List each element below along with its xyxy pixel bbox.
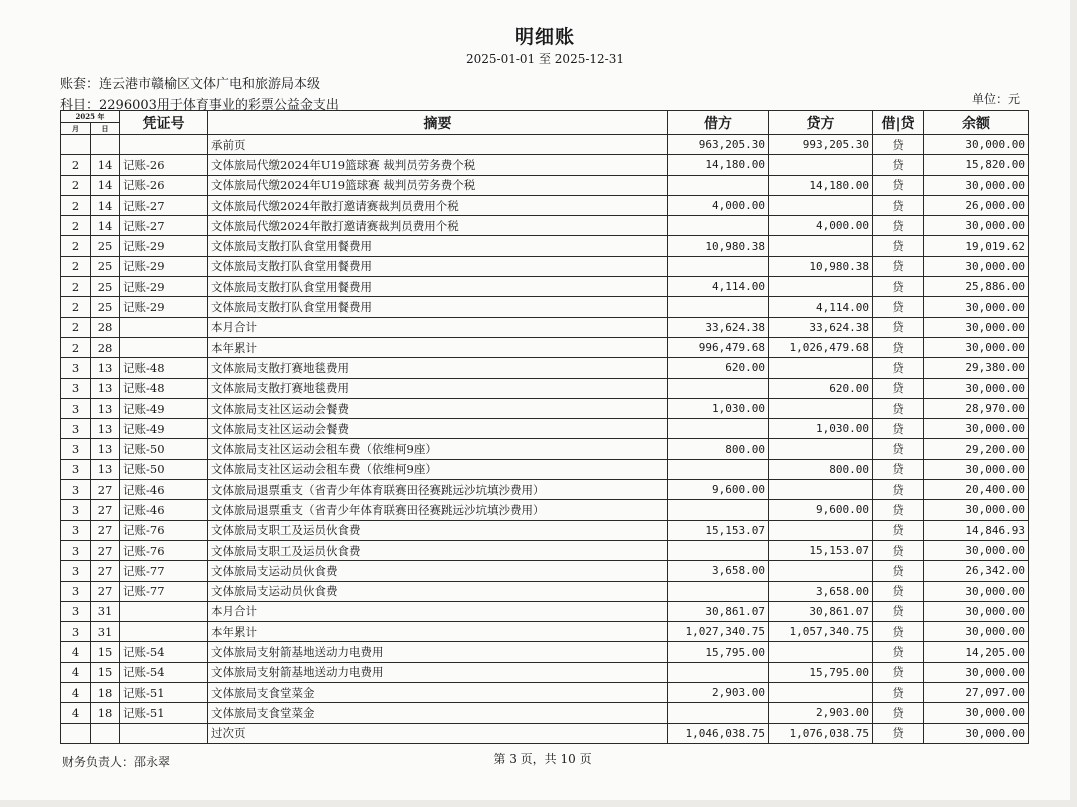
month-cell bbox=[61, 723, 91, 743]
debit-cell bbox=[668, 540, 769, 560]
month-header: 月 bbox=[61, 123, 91, 135]
voucher-cell bbox=[120, 723, 208, 743]
credit-cell bbox=[769, 236, 873, 256]
table-row bbox=[61, 683, 1029, 703]
balance-cell: 29,200.00 bbox=[924, 439, 1029, 459]
voucher-cell: 记账-49 bbox=[120, 419, 208, 439]
voucher-cell bbox=[120, 317, 208, 337]
debit-cell: 9,600.00 bbox=[668, 480, 769, 500]
day-cell: 25 bbox=[91, 297, 120, 317]
debit-cell bbox=[668, 297, 769, 317]
table-row bbox=[61, 398, 1029, 418]
direction-cell: 贷 bbox=[873, 703, 924, 723]
direction-cell: 贷 bbox=[873, 500, 924, 520]
direction-cell: 贷 bbox=[873, 398, 924, 418]
direction-cell: 贷 bbox=[873, 135, 924, 155]
direction-cell: 贷 bbox=[873, 642, 924, 662]
table-row bbox=[61, 480, 1029, 500]
balance-cell: 30,000.00 bbox=[924, 622, 1029, 642]
voucher-cell: 记账-76 bbox=[120, 540, 208, 560]
table-row bbox=[61, 256, 1029, 276]
credit-cell: 10,980.38 bbox=[769, 256, 873, 276]
voucher-cell: 记账-76 bbox=[120, 520, 208, 540]
balance-cell: 30,000.00 bbox=[924, 662, 1029, 682]
debit-cell: 15,795.00 bbox=[668, 642, 769, 662]
balance-cell: 19,019.62 bbox=[924, 236, 1029, 256]
month-cell: 2 bbox=[61, 297, 91, 317]
credit-cell: 620.00 bbox=[769, 378, 873, 398]
summary-cell: 文体旅局支射箭基地送动力电费用 bbox=[208, 642, 668, 662]
month-cell: 4 bbox=[61, 683, 91, 703]
voucher-cell: 记账-51 bbox=[120, 703, 208, 723]
balance-header: 余额 bbox=[924, 111, 1029, 135]
page-number: 第 3 页，共 10 页 bbox=[493, 752, 592, 766]
summary-cell: 文体旅局退票重支（省青少年体育联赛田径赛跳远沙坑填沙费用） bbox=[208, 480, 668, 500]
table-row bbox=[61, 337, 1029, 357]
table-row bbox=[61, 135, 1029, 155]
summary-cell: 文体旅局支射箭基地送动力电费用 bbox=[208, 662, 668, 682]
credit-cell: 9,600.00 bbox=[769, 500, 873, 520]
table-row bbox=[61, 439, 1029, 459]
voucher-cell: 记账-46 bbox=[120, 480, 208, 500]
day-header: 日 bbox=[91, 123, 120, 135]
day-cell: 14 bbox=[91, 175, 120, 195]
summary-cell: 文体旅局支运动员伙食费 bbox=[208, 581, 668, 601]
day-cell: 13 bbox=[91, 459, 120, 479]
credit-cell bbox=[769, 439, 873, 459]
balance-cell: 30,000.00 bbox=[924, 256, 1029, 276]
table-row bbox=[61, 642, 1029, 662]
balance-cell: 28,970.00 bbox=[924, 398, 1029, 418]
credit-cell bbox=[769, 642, 873, 662]
table-row bbox=[61, 622, 1029, 642]
debit-cell: 963,205.30 bbox=[668, 135, 769, 155]
credit-cell: 1,057,340.75 bbox=[769, 622, 873, 642]
voucher-cell: 记账-50 bbox=[120, 439, 208, 459]
month-cell: 2 bbox=[61, 317, 91, 337]
debit-cell: 10,980.38 bbox=[668, 236, 769, 256]
ledger-body bbox=[61, 135, 1029, 744]
summary-cell: 文体旅局代缴2024年U19篮球赛 裁判员劳务费个税 bbox=[208, 175, 668, 195]
month-cell: 3 bbox=[61, 581, 91, 601]
direction-cell: 贷 bbox=[873, 277, 924, 297]
month-cell: 3 bbox=[61, 520, 91, 540]
summary-header: 摘要 bbox=[208, 111, 668, 135]
voucher-cell: 记账-29 bbox=[120, 236, 208, 256]
debit-cell bbox=[668, 500, 769, 520]
table-row bbox=[61, 195, 1029, 215]
balance-cell: 30,000.00 bbox=[924, 378, 1029, 398]
ledger-table bbox=[60, 110, 1029, 744]
summary-cell: 文体旅局支运动员伙食费 bbox=[208, 561, 668, 581]
direction-cell: 贷 bbox=[873, 337, 924, 357]
balance-cell: 30,000.00 bbox=[924, 500, 1029, 520]
credit-cell bbox=[769, 195, 873, 215]
day-cell: 27 bbox=[91, 500, 120, 520]
credit-cell bbox=[769, 561, 873, 581]
voucher-cell bbox=[120, 337, 208, 357]
voucher-cell: 记账-46 bbox=[120, 500, 208, 520]
direction-cell: 贷 bbox=[873, 581, 924, 601]
debit-cell bbox=[668, 378, 769, 398]
month-cell: 2 bbox=[61, 175, 91, 195]
day-cell bbox=[91, 723, 120, 743]
direction-cell: 贷 bbox=[873, 378, 924, 398]
credit-cell: 1,026,479.68 bbox=[769, 337, 873, 357]
balance-cell: 26,000.00 bbox=[924, 195, 1029, 215]
balance-cell: 30,000.00 bbox=[924, 601, 1029, 621]
voucher-cell: 记账-54 bbox=[120, 662, 208, 682]
month-cell: 2 bbox=[61, 236, 91, 256]
debit-cell bbox=[668, 175, 769, 195]
day-cell bbox=[91, 135, 120, 155]
balance-cell: 29,380.00 bbox=[924, 358, 1029, 378]
voucher-cell bbox=[120, 622, 208, 642]
direction-cell: 贷 bbox=[873, 561, 924, 581]
day-cell: 13 bbox=[91, 358, 120, 378]
balance-cell: 30,000.00 bbox=[924, 317, 1029, 337]
voucher-cell: 记账-26 bbox=[120, 175, 208, 195]
summary-cell: 文体旅局支食堂菜金 bbox=[208, 683, 668, 703]
table-row bbox=[61, 561, 1029, 581]
balance-cell: 20,400.00 bbox=[924, 480, 1029, 500]
direction-cell: 贷 bbox=[873, 216, 924, 236]
month-cell: 3 bbox=[61, 540, 91, 560]
balance-cell: 30,000.00 bbox=[924, 216, 1029, 236]
direction-cell: 贷 bbox=[873, 195, 924, 215]
direction-cell: 贷 bbox=[873, 155, 924, 175]
debit-cell: 620.00 bbox=[668, 358, 769, 378]
table-row bbox=[61, 459, 1029, 479]
credit-cell: 993,205.30 bbox=[769, 135, 873, 155]
month-cell: 2 bbox=[61, 256, 91, 276]
debit-cell: 1,030.00 bbox=[668, 398, 769, 418]
debit-cell: 33,624.38 bbox=[668, 317, 769, 337]
table-row bbox=[61, 520, 1029, 540]
day-cell: 27 bbox=[91, 480, 120, 500]
summary-cell: 文体旅局支职工及运员伙食费 bbox=[208, 520, 668, 540]
month-cell: 3 bbox=[61, 419, 91, 439]
debit-cell: 4,000.00 bbox=[668, 195, 769, 215]
voucher-cell: 记账-50 bbox=[120, 459, 208, 479]
voucher-cell: 记账-77 bbox=[120, 581, 208, 601]
balance-cell: 15,820.00 bbox=[924, 155, 1029, 175]
voucher-cell: 记账-77 bbox=[120, 561, 208, 581]
day-cell: 27 bbox=[91, 561, 120, 581]
summary-cell: 文体旅局支社区运动会租车费（依维柯9座） bbox=[208, 459, 668, 479]
summary-cell: 文体旅局支散打队食堂用餐费用 bbox=[208, 236, 668, 256]
day-cell: 27 bbox=[91, 540, 120, 560]
page-title: 明细账 bbox=[514, 26, 575, 48]
month-cell: 3 bbox=[61, 561, 91, 581]
voucher-cell: 记账-48 bbox=[120, 378, 208, 398]
direction-cell: 贷 bbox=[873, 175, 924, 195]
balance-cell: 27,097.00 bbox=[924, 683, 1029, 703]
summary-cell: 文体旅局支散打赛地毯费用 bbox=[208, 378, 668, 398]
debit-header: 借方 bbox=[668, 111, 769, 135]
credit-header: 贷方 bbox=[769, 111, 873, 135]
summary-cell: 本月合计 bbox=[208, 317, 668, 337]
credit-cell: 15,795.00 bbox=[769, 662, 873, 682]
credit-cell: 14,180.00 bbox=[769, 175, 873, 195]
balance-cell: 30,000.00 bbox=[924, 135, 1029, 155]
voucher-header: 凭证号 bbox=[120, 111, 208, 135]
voucher-cell: 记账-27 bbox=[120, 216, 208, 236]
day-cell: 27 bbox=[91, 520, 120, 540]
summary-cell: 文体旅局支社区运动会租车费（依维柯9座） bbox=[208, 439, 668, 459]
debit-cell: 30,861.07 bbox=[668, 601, 769, 621]
direction-cell: 贷 bbox=[873, 419, 924, 439]
debit-cell: 1,027,340.75 bbox=[668, 622, 769, 642]
credit-cell bbox=[769, 358, 873, 378]
month-cell: 3 bbox=[61, 378, 91, 398]
direction-cell: 贷 bbox=[873, 520, 924, 540]
month-cell: 2 bbox=[61, 155, 91, 175]
month-cell bbox=[61, 135, 91, 155]
table-row bbox=[61, 378, 1029, 398]
direction-cell: 贷 bbox=[873, 459, 924, 479]
voucher-cell bbox=[120, 601, 208, 621]
month-cell: 2 bbox=[61, 277, 91, 297]
summary-cell: 文体旅局支散打队食堂用餐费用 bbox=[208, 277, 668, 297]
direction-cell: 贷 bbox=[873, 601, 924, 621]
direction-cell: 贷 bbox=[873, 297, 924, 317]
table-row bbox=[61, 175, 1029, 195]
voucher-cell: 记账-49 bbox=[120, 398, 208, 418]
debit-cell: 4,114.00 bbox=[668, 277, 769, 297]
summary-cell: 文体旅局支食堂菜金 bbox=[208, 703, 668, 723]
balance-cell: 30,000.00 bbox=[924, 337, 1029, 357]
summary-cell: 文体旅局支职工及运员伙食费 bbox=[208, 540, 668, 560]
credit-cell bbox=[769, 520, 873, 540]
day-cell: 18 bbox=[91, 683, 120, 703]
month-cell: 3 bbox=[61, 459, 91, 479]
day-cell: 31 bbox=[91, 622, 120, 642]
debit-cell bbox=[668, 581, 769, 601]
month-cell: 2 bbox=[61, 195, 91, 215]
currency-unit: 单位：元 bbox=[971, 92, 1020, 106]
direction-cell: 贷 bbox=[873, 683, 924, 703]
day-cell: 25 bbox=[91, 256, 120, 276]
voucher-cell: 记账-48 bbox=[120, 358, 208, 378]
direction-cell: 贷 bbox=[873, 622, 924, 642]
month-cell: 2 bbox=[61, 337, 91, 357]
debit-cell: 996,479.68 bbox=[668, 337, 769, 357]
credit-cell: 3,658.00 bbox=[769, 581, 873, 601]
day-cell: 14 bbox=[91, 155, 120, 175]
voucher-cell: 记账-27 bbox=[120, 195, 208, 215]
summary-cell: 本月合计 bbox=[208, 601, 668, 621]
table-row bbox=[61, 723, 1029, 743]
debit-cell: 800.00 bbox=[668, 439, 769, 459]
balance-cell: 30,000.00 bbox=[924, 703, 1029, 723]
balance-cell: 30,000.00 bbox=[924, 723, 1029, 743]
summary-cell: 文体旅局代缴2024年散打邀请赛裁判员费用个税 bbox=[208, 216, 668, 236]
month-cell: 3 bbox=[61, 601, 91, 621]
credit-cell: 30,861.07 bbox=[769, 601, 873, 621]
credit-cell: 15,153.07 bbox=[769, 540, 873, 560]
direction-cell: 贷 bbox=[873, 662, 924, 682]
table-row bbox=[61, 358, 1029, 378]
month-cell: 3 bbox=[61, 358, 91, 378]
summary-cell: 文体旅局代缴2024年U19篮球赛 裁判员劳务费个税 bbox=[208, 155, 668, 175]
direction-cell: 贷 bbox=[873, 439, 924, 459]
summary-cell: 过次页 bbox=[208, 723, 668, 743]
debit-cell bbox=[668, 216, 769, 236]
table-row bbox=[61, 277, 1029, 297]
day-cell: 15 bbox=[91, 662, 120, 682]
year-header: 2025 年 bbox=[61, 111, 120, 123]
account-set: 账套：连云港市赣榆区文体广电和旅游局本级 bbox=[60, 77, 321, 92]
account-subject: 科目：2296003用于体育事业的彩票公益金支出 bbox=[60, 98, 339, 113]
balance-cell: 30,000.00 bbox=[924, 419, 1029, 439]
voucher-cell: 记账-51 bbox=[120, 683, 208, 703]
day-cell: 27 bbox=[91, 581, 120, 601]
period-range: 2025-01-01 至 2025-12-31 bbox=[465, 52, 624, 66]
credit-cell: 1,030.00 bbox=[769, 419, 873, 439]
balance-cell: 25,886.00 bbox=[924, 277, 1029, 297]
month-cell: 3 bbox=[61, 500, 91, 520]
balance-cell: 30,000.00 bbox=[924, 581, 1029, 601]
summary-cell: 文体旅局支散打队食堂用餐费用 bbox=[208, 256, 668, 276]
debit-cell bbox=[668, 459, 769, 479]
credit-cell bbox=[769, 277, 873, 297]
day-cell: 18 bbox=[91, 703, 120, 723]
table-row bbox=[61, 216, 1029, 236]
finance-responsible: 财务负责人：邵永翠 bbox=[62, 755, 171, 769]
month-cell: 4 bbox=[61, 642, 91, 662]
summary-cell: 文体旅局代缴2024年散打邀请赛裁判员费用个税 bbox=[208, 195, 668, 215]
balance-cell: 26,342.00 bbox=[924, 561, 1029, 581]
month-cell: 2 bbox=[61, 216, 91, 236]
day-cell: 28 bbox=[91, 337, 120, 357]
credit-cell: 800.00 bbox=[769, 459, 873, 479]
summary-cell: 文体旅局支社区运动会餐费 bbox=[208, 419, 668, 439]
direction-cell: 贷 bbox=[873, 480, 924, 500]
day-cell: 28 bbox=[91, 317, 120, 337]
summary-cell: 文体旅局退票重支（省青少年体育联赛田径赛跳远沙坑填沙费用） bbox=[208, 500, 668, 520]
day-cell: 13 bbox=[91, 398, 120, 418]
voucher-cell: 记账-29 bbox=[120, 297, 208, 317]
credit-cell bbox=[769, 480, 873, 500]
table-row bbox=[61, 155, 1029, 175]
day-cell: 13 bbox=[91, 419, 120, 439]
voucher-cell: 记账-26 bbox=[120, 155, 208, 175]
header-row bbox=[61, 111, 1029, 123]
credit-cell: 4,114.00 bbox=[769, 297, 873, 317]
summary-cell: 承前页 bbox=[208, 135, 668, 155]
credit-cell: 33,624.38 bbox=[769, 317, 873, 337]
credit-cell: 2,903.00 bbox=[769, 703, 873, 723]
table-row bbox=[61, 601, 1029, 621]
debit-cell bbox=[668, 419, 769, 439]
debit-cell bbox=[668, 256, 769, 276]
month-cell: 3 bbox=[61, 480, 91, 500]
day-cell: 15 bbox=[91, 642, 120, 662]
day-cell: 14 bbox=[91, 195, 120, 215]
credit-cell bbox=[769, 683, 873, 703]
month-cell: 3 bbox=[61, 439, 91, 459]
day-cell: 31 bbox=[91, 601, 120, 621]
direction-cell: 贷 bbox=[873, 256, 924, 276]
day-cell: 25 bbox=[91, 236, 120, 256]
summary-cell: 文体旅局支散打赛地毯费用 bbox=[208, 358, 668, 378]
balance-cell: 14,846.93 bbox=[924, 520, 1029, 540]
table-row bbox=[61, 540, 1029, 560]
month-cell: 3 bbox=[61, 398, 91, 418]
table-row bbox=[61, 317, 1029, 337]
debit-cell bbox=[668, 703, 769, 723]
direction-header: 借|贷 bbox=[873, 111, 924, 135]
day-cell: 13 bbox=[91, 439, 120, 459]
table-row bbox=[61, 236, 1029, 256]
summary-cell: 文体旅局支散打队食堂用餐费用 bbox=[208, 297, 668, 317]
balance-cell: 14,205.00 bbox=[924, 642, 1029, 662]
debit-cell: 3,658.00 bbox=[668, 561, 769, 581]
direction-cell: 贷 bbox=[873, 236, 924, 256]
balance-cell: 30,000.00 bbox=[924, 175, 1029, 195]
table-row bbox=[61, 703, 1029, 723]
table-row bbox=[61, 419, 1029, 439]
voucher-cell bbox=[120, 135, 208, 155]
debit-cell: 2,903.00 bbox=[668, 683, 769, 703]
balance-cell: 30,000.00 bbox=[924, 297, 1029, 317]
voucher-cell: 记账-29 bbox=[120, 256, 208, 276]
credit-cell: 4,000.00 bbox=[769, 216, 873, 236]
balance-cell: 30,000.00 bbox=[924, 540, 1029, 560]
debit-cell: 14,180.00 bbox=[668, 155, 769, 175]
credit-cell bbox=[769, 398, 873, 418]
voucher-cell: 记账-54 bbox=[120, 642, 208, 662]
summary-cell: 文体旅局支社区运动会餐费 bbox=[208, 398, 668, 418]
summary-cell: 本年累计 bbox=[208, 337, 668, 357]
direction-cell: 贷 bbox=[873, 723, 924, 743]
month-cell: 4 bbox=[61, 703, 91, 723]
direction-cell: 贷 bbox=[873, 358, 924, 378]
voucher-cell: 记账-29 bbox=[120, 277, 208, 297]
debit-cell bbox=[668, 662, 769, 682]
table-row bbox=[61, 500, 1029, 520]
credit-cell bbox=[769, 155, 873, 175]
day-cell: 14 bbox=[91, 216, 120, 236]
table-row bbox=[61, 662, 1029, 682]
debit-cell: 1,046,038.75 bbox=[668, 723, 769, 743]
debit-cell: 15,153.07 bbox=[668, 520, 769, 540]
credit-cell: 1,076,038.75 bbox=[769, 723, 873, 743]
month-cell: 4 bbox=[61, 662, 91, 682]
table-row bbox=[61, 581, 1029, 601]
direction-cell: 贷 bbox=[873, 540, 924, 560]
month-cell: 3 bbox=[61, 622, 91, 642]
direction-cell: 贷 bbox=[873, 317, 924, 337]
day-cell: 25 bbox=[91, 277, 120, 297]
day-cell: 13 bbox=[91, 378, 120, 398]
balance-cell: 30,000.00 bbox=[924, 459, 1029, 479]
summary-cell: 本年累计 bbox=[208, 622, 668, 642]
table-row bbox=[61, 297, 1029, 317]
